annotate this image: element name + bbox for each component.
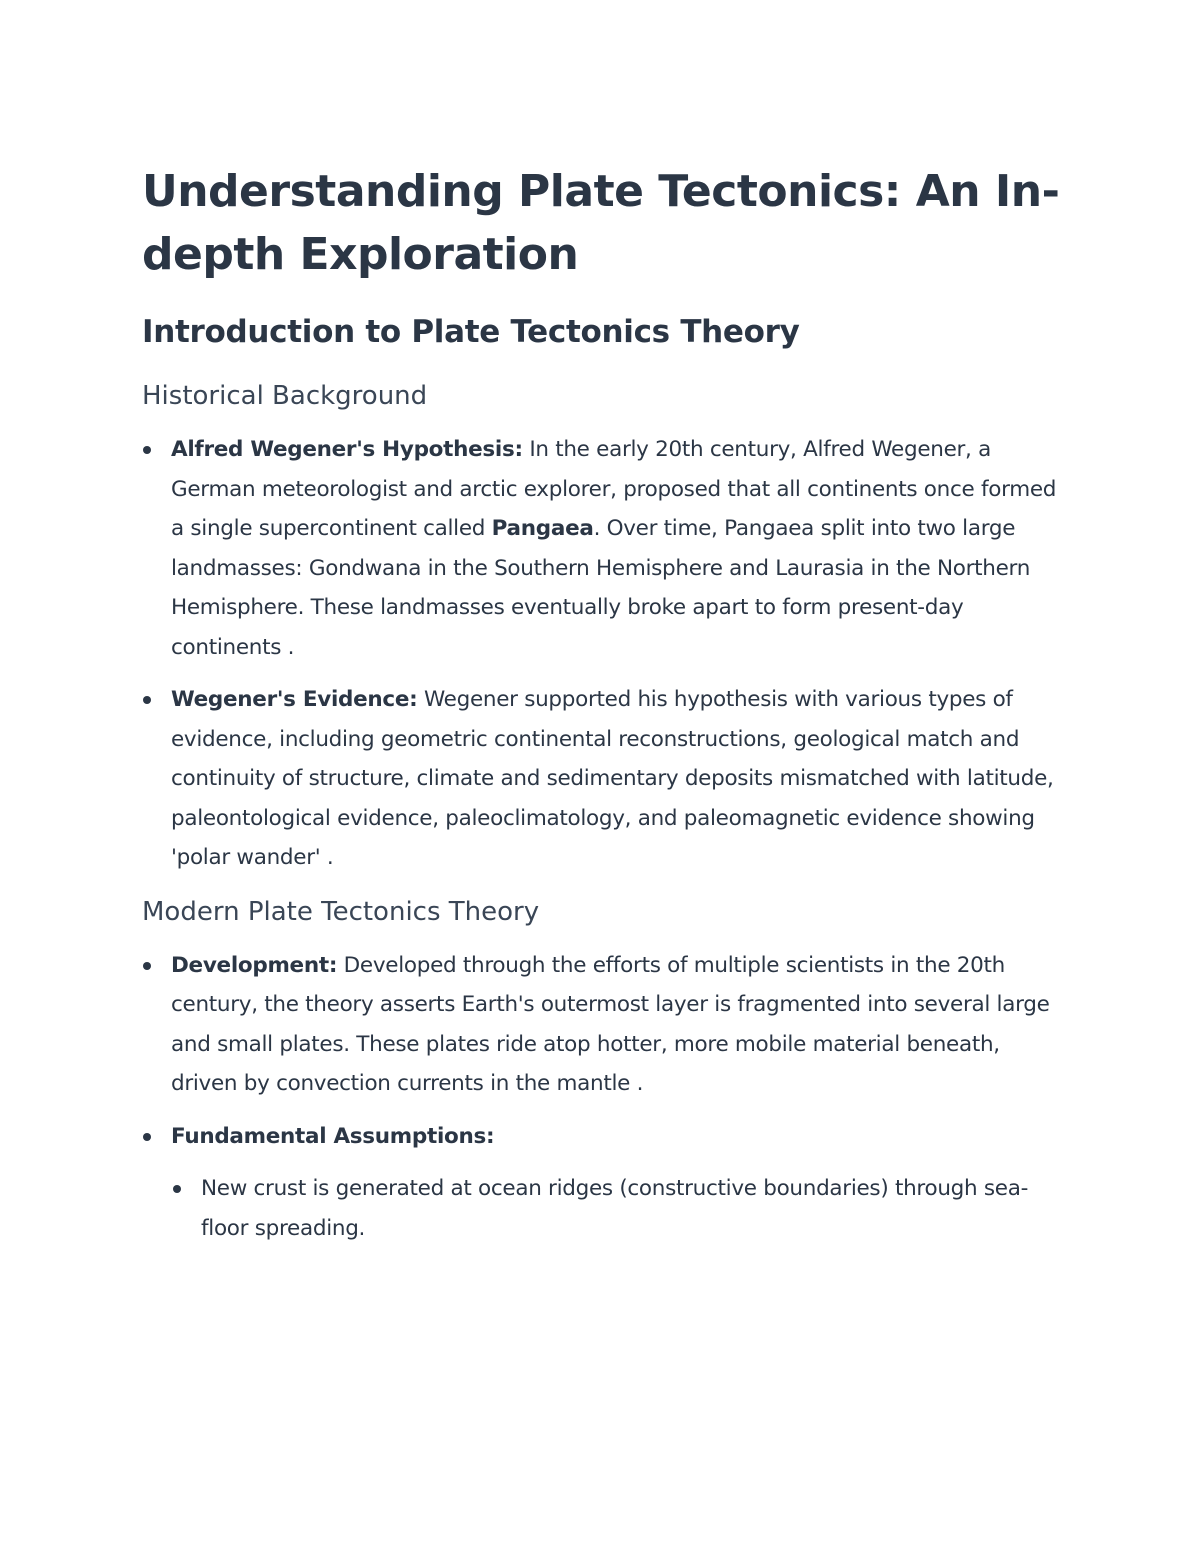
list-item-text: Wegener supported his hypothesis with various types of evidence, including geometric continental reconstructions, geological match and continuity of structure, climate and sedimentary deposits mismatched with latitude, paleontological evidence, paleoclimatology, and paleomagnetic evidence showing 'polar wander' .: [171, 687, 1054, 870]
list-item-text: Developed through the efforts of multiple scientists in the 20th century, the theory asserts Earth's outermost layer is fragmented into several large and small plates. These plates ride atop hotter, more mobile material beneath, driven by convection currents in the mantle .: [171, 952, 1050, 1096]
document-page: [142, 160, 1062, 1261]
historical-list: [142, 430, 1062, 878]
document-title: Understanding Plate Tectonics: An In-depth Exploration: [142, 166, 1060, 280]
subsection-heading-modern: Modern Plate Tectonics Theory: [142, 896, 540, 927]
list-item-development: [142, 946, 1062, 1104]
list-item-wegener-evidence: [142, 680, 1062, 878]
list-item-label: Fundamental Assumptions:: [171, 1123, 495, 1149]
modern-list: [142, 946, 1062, 1249]
subsection-heading-historical: Historical Background: [142, 381, 428, 411]
list-item-label: Wegener's Evidence:: [171, 687, 418, 712]
sublist-item: New crust is generated at ocean ridges (constructive boundaries) through sea-floor spreading.: [171, 1169, 1062, 1248]
list-item-wegener-hypothesis: [142, 430, 1062, 667]
list-item-label: Alfred Wegener's Hypothesis:: [171, 437, 523, 462]
list-item-text: In the early 20th century, Alfred Wegener, a German meteorologist and arctic explorer, proposed that all continents once formed a single supercontinent called: [171, 437, 1057, 541]
pangaea-term: Pangaea: [491, 516, 594, 541]
list-item-fundamental-assumptions: [142, 1117, 1062, 1249]
list-item-label: Development:: [171, 952, 338, 978]
assumptions-sublist: [171, 1169, 1062, 1248]
section-heading: Introduction to Plate Tectonics Theory: [142, 314, 800, 350]
list-item-text: . Over time, Pangaea split into two large landmasses: Gondwana in the Southern Hemisphere and Laurasia in the Northern Hemisphere. These landmasses eventually broke apart to form present-day continents .: [171, 516, 1031, 660]
